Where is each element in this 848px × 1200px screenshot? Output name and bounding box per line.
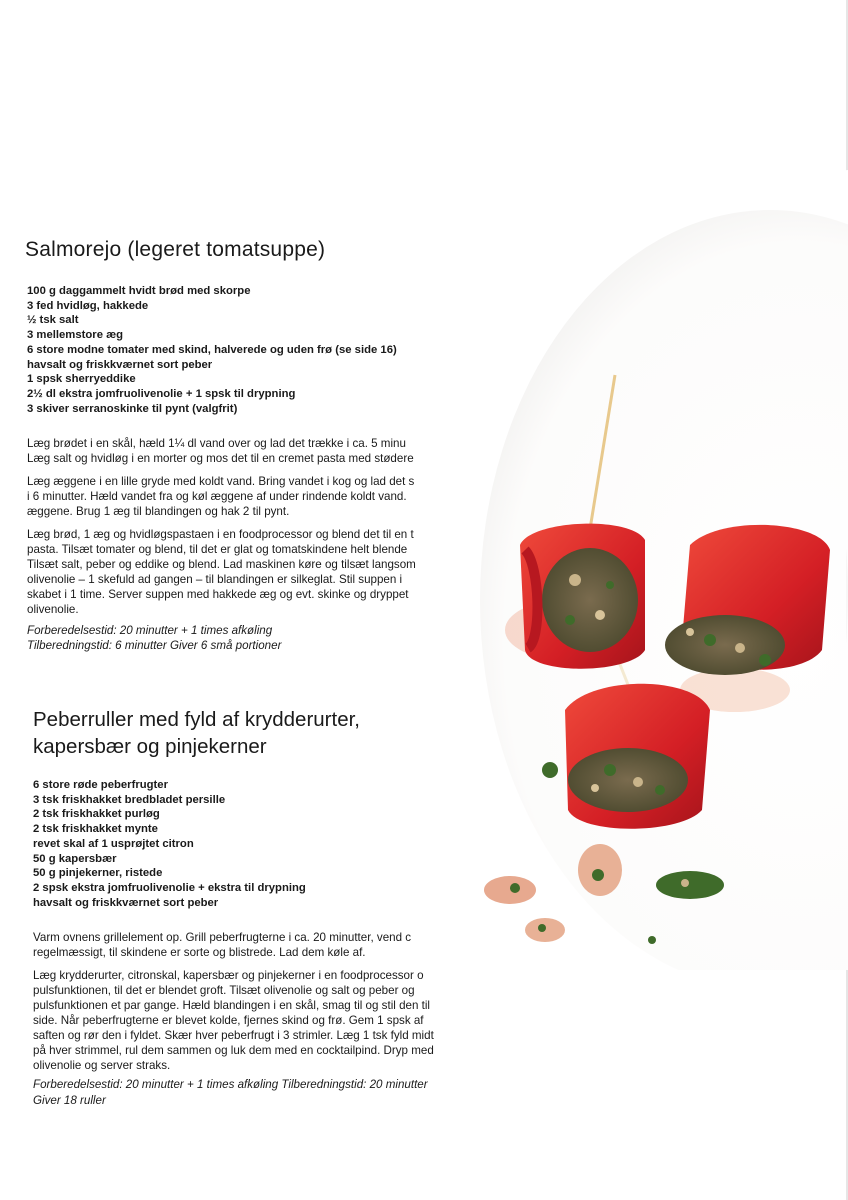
ingredient-list (27, 284, 472, 416)
method-line: Læg krydderurter, citronskal, kapersbær og pinjekerner i en foodprocessor o (33, 969, 424, 982)
method-line: saften og rør den i fyldet. Skær hver peberfrugt i 3 strimler. Læg 1 tsk fyld midt (33, 1029, 434, 1042)
method-line: æggene. Brug 1 æg til blandingen og hak 2 til pynt. (27, 505, 290, 518)
ingredient: 2½ dl ekstra jomfruolivenolie + 1 spsk til drypning (27, 387, 296, 400)
method-line: Tilsæt salt, peber og eddike og blend. Lad maskinen køre og tilsæt langsom (27, 558, 416, 571)
method-line: olivenolie – 1 skefuld ad gangen – til blandingen er silkeglat. Stil suppen i (27, 573, 403, 586)
method-line: Læg brød, 1 æg og hvidløgspastaen i en foodprocessor og blend det til en t (27, 528, 414, 541)
method-line: side. Når peberfrugterne er blevet kolde, fjernes skind og frø. Gem 1 spsk af (33, 1014, 424, 1027)
method-line: skabet i 1 time. Server suppen med hakkede æg og evt. skinke og dryppet (27, 588, 409, 601)
recipe-title: Salmorejo (legeret tomatsuppe) (25, 238, 326, 261)
ingredient: 6 store modne tomater med skind, halverede og uden frø (se side 16) (27, 343, 397, 356)
prep-time: Forberedelsestid: 20 minutter + 1 times afkøling (27, 624, 273, 637)
ingredient: 3 fed hvidløg, hakkede (27, 299, 149, 312)
time-info: Forberedelsestid: 20 minutter + 1 times afkøling Tilberedningstid: 20 minutter (33, 1078, 428, 1091)
ingredient: 100 g daggammelt hvidt brød med skorpe (27, 285, 251, 297)
method-line: regelmæssigt, til skindene er sorte og blistrede. Lad dem køle af. (33, 946, 366, 959)
method-line: pulsfunktionen, til det er blendet groft. Tilsæt olivenolie og salt og peber og (33, 984, 415, 997)
ingredient: 3 tsk friskhakket bredbladet persille (33, 793, 226, 806)
method-line: Læg salt og hvidløg i en morter og mos det til en cremet pasta med stødere (27, 452, 414, 465)
ingredient: 1 spsk sherryeddike (27, 373, 136, 386)
method-paragraph (33, 930, 473, 960)
method-line: i 6 minutter. Hæld vandet fra og køl æggene af under rindende koldt vand. (27, 490, 407, 503)
method (33, 930, 473, 1081)
ingredient: havsalt og friskkværnet sort peber (33, 896, 219, 909)
recipe-title-line: Peberruller med fyld af krydderurter, (33, 708, 360, 731)
ingredient: revet skal af 1 usprøjtet citron (33, 837, 194, 850)
ingredient: 3 skiver serranoskinke til pynt (valgfrit) (27, 402, 238, 415)
recipe-title (33, 706, 463, 760)
method (27, 436, 471, 625)
method-paragraph (33, 968, 473, 1073)
ingredient-list (33, 778, 478, 910)
method-line: på hver strimmel, rul dem sammen og luk dem med en cocktailpind. Dryp med (33, 1044, 434, 1057)
ingredient: havsalt og friskkværnet sort peber (27, 358, 213, 371)
method-line: Varm ovnens grillelement op. Grill peberfrugterne i ca. 20 minutter, vend c (33, 931, 412, 944)
ingredient: 50 g pinjekerner, ristede (33, 867, 163, 880)
cook-time: Tilberedningstid: 6 minutter Giver 6 små portioner (27, 639, 282, 652)
recipe-title-line: kapersbær og pinjekerner (33, 735, 267, 758)
yield: Giver 18 ruller (33, 1094, 106, 1107)
method-paragraph (27, 436, 471, 466)
method-line: Læg brødet i en skål, hæld 1¼ dl vand over og lad det trække i ca. 5 minu (27, 437, 406, 450)
method-line: pasta. Tilsæt tomater og blend, til det er glat og tomatskindene helt blende (27, 543, 408, 556)
ingredient: 2 tsk friskhakket purløg (33, 808, 160, 821)
ingredient: 2 spsk ekstra jomfruolivenolie + ekstra til drypning (33, 881, 306, 894)
ingredient: 3 mellemstore æg (27, 329, 124, 342)
method-line: Læg æggene i en lille gryde med koldt vand. Bring vandet i kog og lad det s (27, 475, 415, 488)
method-line: olivenolie og server straks. (33, 1059, 171, 1072)
method-paragraph (27, 527, 471, 617)
ingredient: 6 store røde peberfrugter (33, 779, 168, 791)
ingredient: 50 g kapersbær (33, 852, 117, 865)
ingredient: ½ tsk salt (27, 314, 79, 327)
ingredient: 2 tsk friskhakket mynte (33, 823, 158, 836)
method-paragraph (27, 474, 471, 519)
method-line: olivenolie. (27, 603, 79, 616)
method-line: pulsfunktionen et par gange. Hæld blandingen i en skål, smag til og stil den til (33, 999, 431, 1012)
